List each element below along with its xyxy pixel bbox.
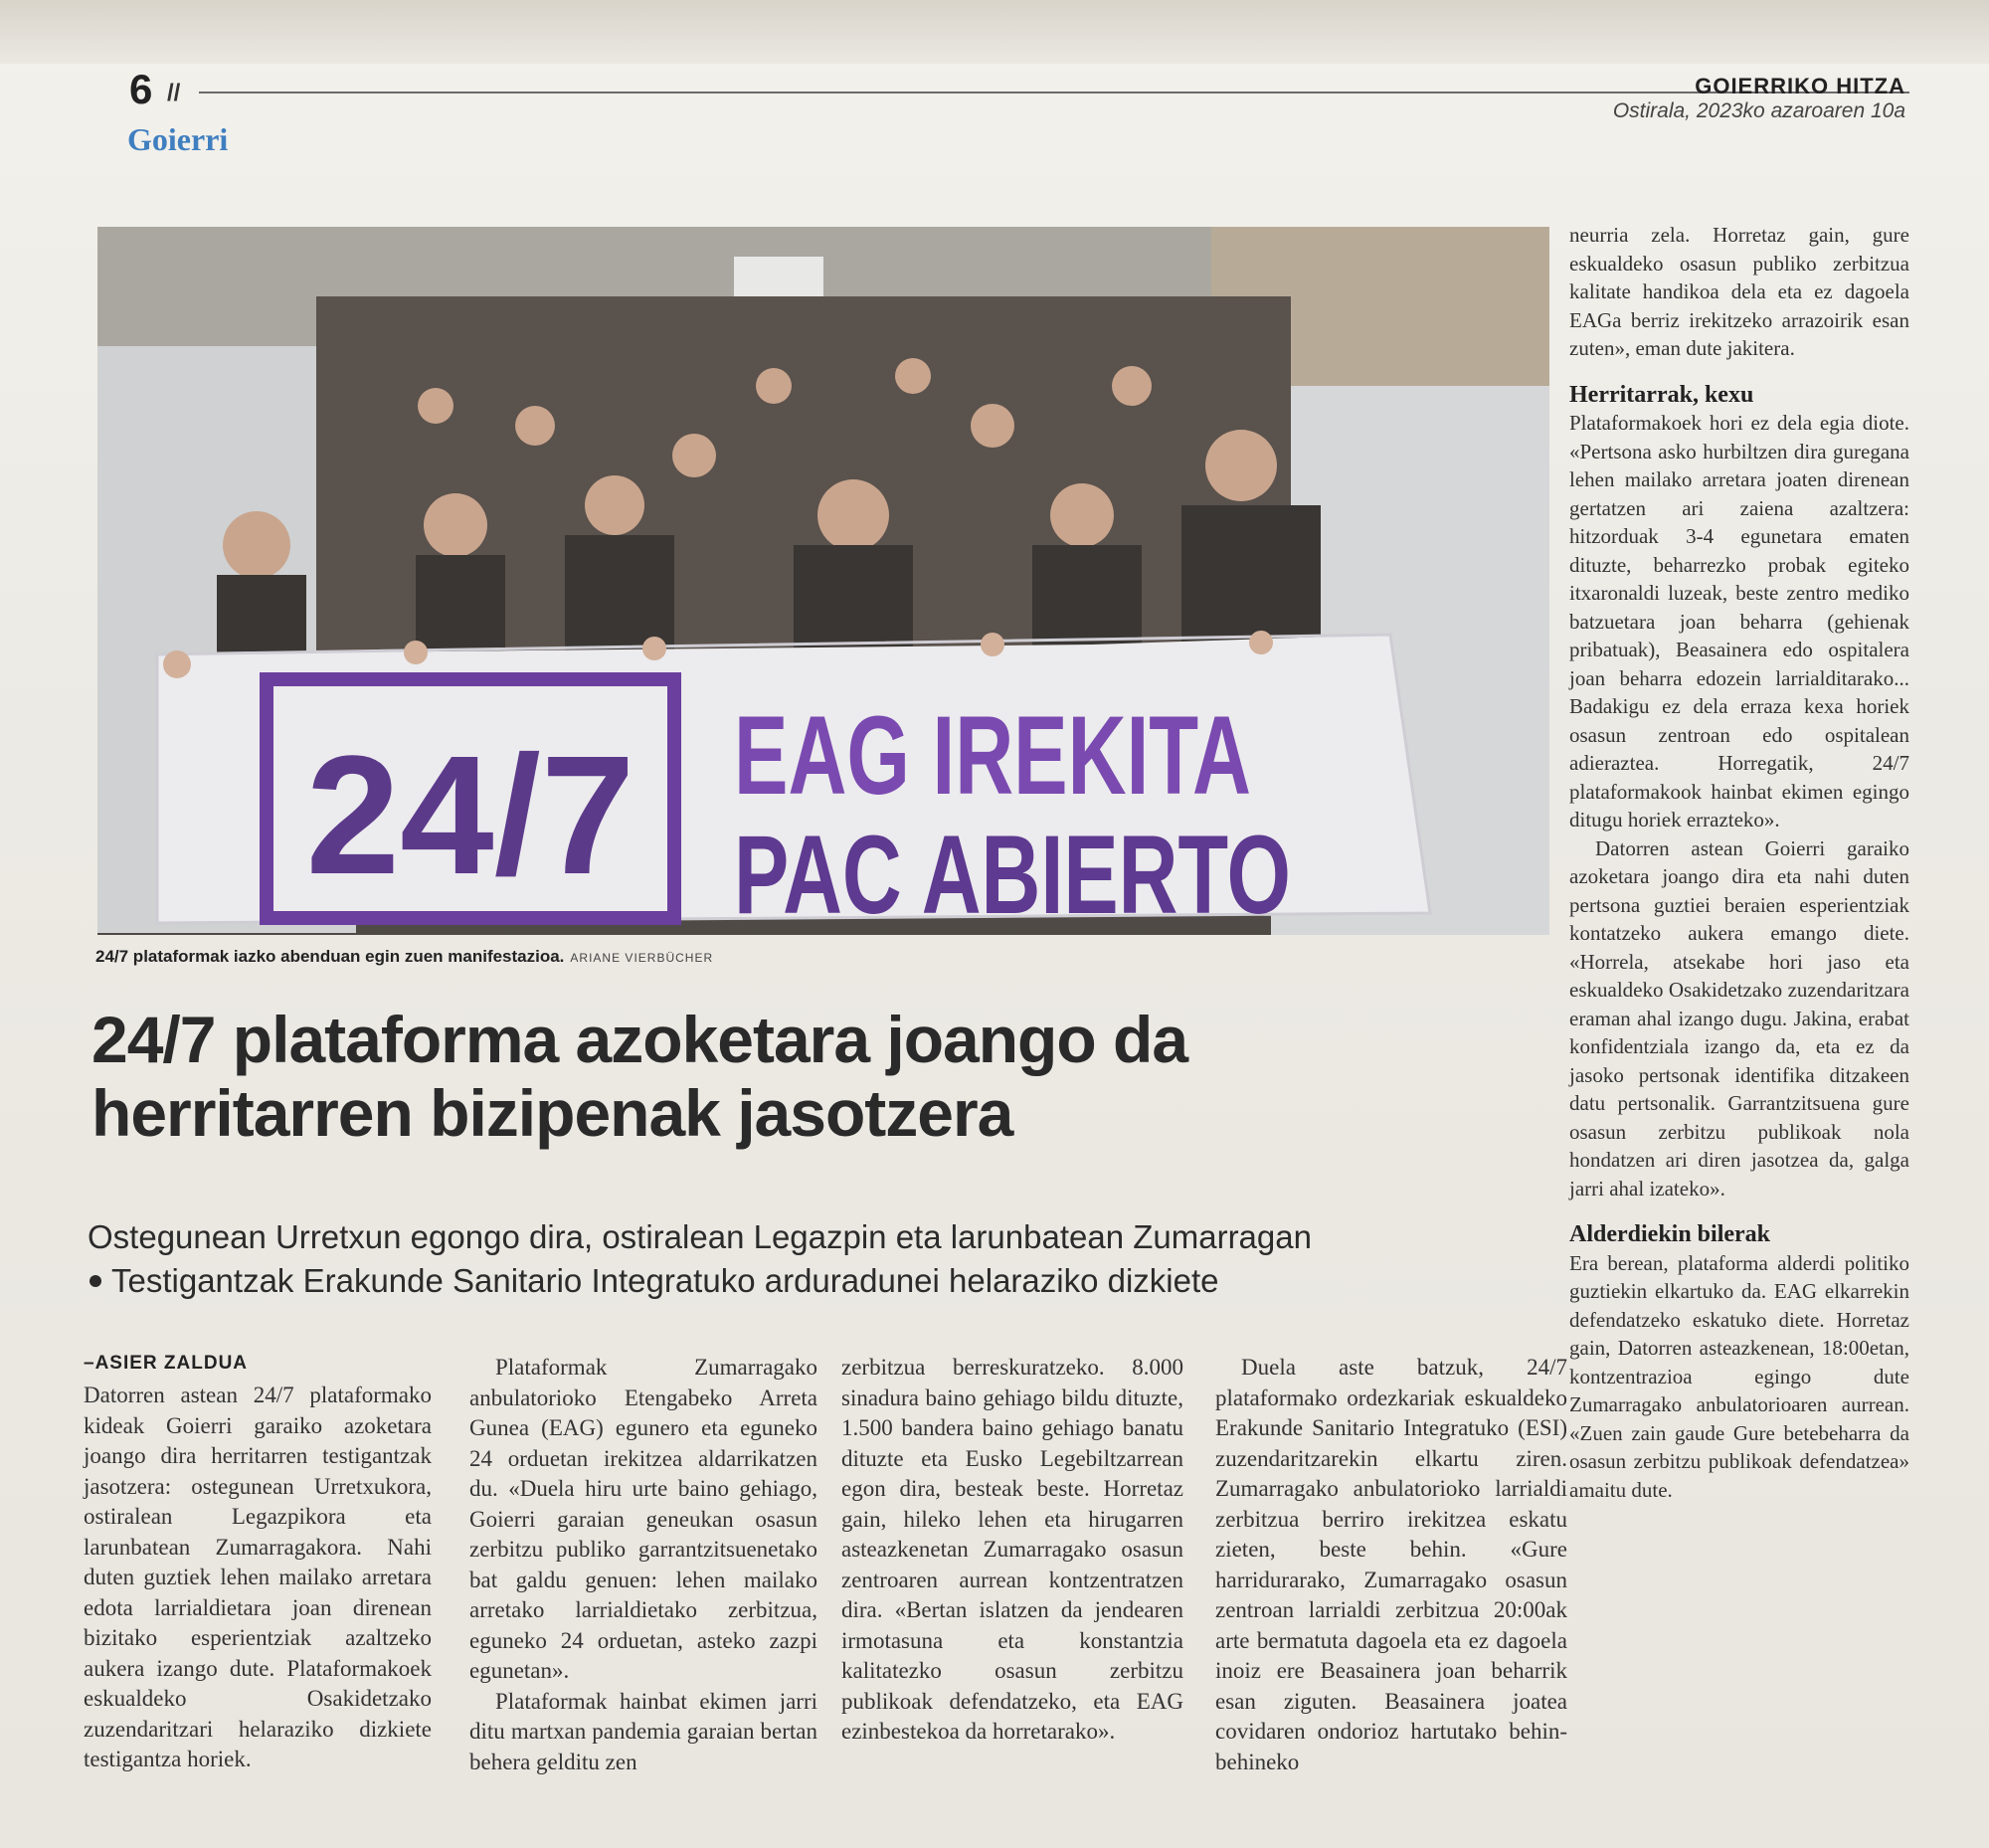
article-subhead	[88, 1215, 1549, 1303]
banner-text-247: 24/7	[305, 721, 635, 910]
subheading-herritarrak: Herritarrak, kexu	[1569, 381, 1754, 408]
col4-paragraph: Duela aste batzuk, 24/7 plataformako ordezkariak eskualdeko Erakunde Sanitario Integratuko (ESI) zuzendaritzarekin elkartu ziren. Zumarragako anbulatorioko larrialdi zerbitzua berriro irekitzea eskatu zieten, beste behin. «Gure harridurarako, Zumarragako osasun zentroan larrialdi zerbitzua 20:00ak arte bermatuta dagoela eta ez dagoela inoiz ere Beasainera joan beharrik esan ziguten. Beasainera joatea covidaren ondorioz hartutako behin-behineko	[1215, 1355, 1567, 1774]
col3-paragraph: zerbitzua berreskuratzeko. 8.000 sinadura baino gehiago bildu dituzte, 1.500 bandera baino gehiago banatu dituzte eta Eusko Legebiltzarrean egon dira, besteak beste. Horretaz gain, hileko lehen eta hirugarren asteazkenetan Zumarragako osasun zentroaren aurrean kontzentratzen dira. «Bertan islatzen da jendearen irmotasuna eta konstantzia kalitatezko osasun zerbitzu publikoak defendatzeko, eta EAG ezinbestekoa da horretarako».	[841, 1355, 1183, 1744]
article-column-3	[841, 1353, 1183, 1748]
page-top-edge	[0, 0, 1989, 64]
col5-paragraph-1: neurria zela. Horretaz gain, gure eskualdeko osasun publiko zerbitzua kalitate handikoa dela eta ez dagoela EAGa berriz irekitzeko arrazoirik esan zuten», eman dute jakitera.	[1569, 223, 1909, 360]
photo-credit: ARIANE VIERBÜCHER	[570, 951, 714, 965]
article-column-1	[84, 1381, 432, 1775]
page-number: 6	[129, 66, 153, 112]
bullet-icon	[90, 1275, 101, 1287]
photo-caption	[95, 947, 713, 967]
subhead-line-1: Ostegunean Urretxun egongo dira, ostiralean Legazpin eta larunbatean Zumarragan	[88, 1218, 1312, 1255]
article-column-2	[469, 1353, 817, 1777]
article-column-5	[1569, 221, 1909, 1504]
publication-date: Ostirala, 2023ko azaroaren 10a	[1612, 99, 1905, 122]
col5-paragraph-4: Era berean, plataforma alderdi politiko guztiekin elkartuko da. EAG elkarrekin defendatzeko eskatuko diete. Horretaz gain, Datorren asteazkenean, 18:00etan, kontzentrazioa egingo dute Zumarragako anbulatorioaren aurrean. «Zuen zain gaude Gure betebeharra da osasun zerbitzu publikoak defendatzea» amaitu dute.	[1569, 1250, 1909, 1502]
col5-paragraph-2: Plataformakoek hori ez dela egia diote. «Pertsona asko hurbiltzen dira guregana lehen mailako arretara joaten direnean gertatzen ari zaiena azaltzera: hitzorduak 3-4 egunetara ematen dituzte, beharrezko probak egiteko itxaronaldi luzeak, beste zentro mediko batzuetara joan beharra (gehienak pribatuak), Beasainera edo ospitalera joan beharra edozein larrialditarako... Badakigu ez dela erraza kexa horiek osasun zentroan edo ospitalean adieraztea. Horregatik, 24/7 plataformakook hainbat ekimen egingo ditugu horiek errazteko».	[1569, 411, 1909, 832]
publication-name: GOIERRIKO HITZA	[1695, 74, 1905, 98]
subhead-line-2	[88, 1259, 1549, 1303]
col5-paragraph-3: Datorren astean Goierri garaiko azoketara joango dira eta nahi duten pertsona guztiei beraien esperientziak kontatzeko aukera emango diete. «Horrela, atsekabe hori jaso eta eskualdeko Osakidetzako zuzendaritzara eraman ahal izango dugu. Jakina, erabat konfidentziala izango da, eta ez da jasoko pertsonak identifika ditzakeen datu pertsonalik. Garrantzitsuena gure osasun zerbitzu publikoak nola hondatzen ari diren jasotzea da, galga jarri ahal izateko».	[1569, 835, 1909, 1201]
header-rule	[199, 92, 1909, 93]
col2-paragraph-1: Plataformak Zumarragako anbulatorioko Etengabeko Arreta Gunea (EAG) egunero eta eguneko 24 orduetan irekitzea aldarrikatzen du. «Duela hiru urte baino gehiago, Goierri garaian geneukan osasun zerbitzu publiko garrantzitsuenetako bat galdu genuen: lehen mailako arretako larrialdietako zerbitzua, eguneko 24 orduetan, asteko zazpi egunetan».	[469, 1355, 817, 1683]
caption-text: 24/7 plataformak iazko abenduan egin zuen manifestazioa.	[95, 947, 565, 966]
banner-text-line1: EAG IREKITA	[734, 693, 1251, 818]
col1-paragraph: Datorren astean 24/7 plataformako kideak Goierri garaiko azoketara joango dira herritarren testigantzak jasotzera: ostegunean Urretxukora, ostiralean Legazpikora eta larunbatean Zumarragakora. Nahi duten guztiek lehen mailako arretara edota larrialdietara joan direnean bizitako esperientziak azaltzeko aukera izango dute. Plataformakoek eskualdeko Osakidetzako zuzendaritzari helaraziko dizkiete testigantza horiek.	[84, 1383, 432, 1771]
section-title: Goierri	[127, 121, 229, 157]
banner-text-line2: PAC ABIERTO	[734, 813, 1291, 935]
col2-paragraph-2: Plataformak hainbat ekimen jarri ditu martxan pandemia garaian bertan behera gelditu zen	[469, 1688, 817, 1774]
byline: –ASIER ZALDUA	[84, 1353, 249, 1374]
page-slash: //	[167, 80, 181, 106]
protest-photo	[97, 227, 1549, 935]
article-headline: 24/7 plataforma azoketara joango da herritarren bizipenak jasotzera	[91, 1003, 1188, 1150]
subheading-alderdiekin: Alderdiekin bilerak	[1569, 1221, 1771, 1247]
subhead-line-2-text: Testigantzak Erakunde Sanitario Integratuko arduradunei helaraziko dizkiete	[111, 1262, 1219, 1299]
article-column-4	[1215, 1353, 1567, 1777]
